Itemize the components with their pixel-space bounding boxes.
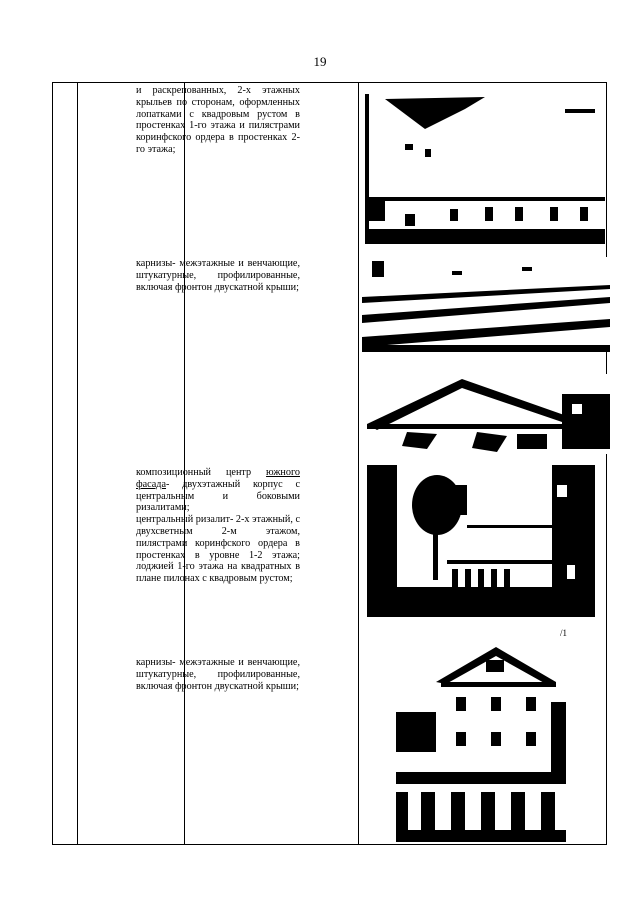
column-divider <box>77 83 78 844</box>
stray-mark: /1 <box>560 628 568 638</box>
description-wings: и раскрепованных, 2-х этажных крыльев по сторонам, оформленных лопатками с квадровым рустом в простенках 1-го этажа и пилястрами коринфского ордера в простенках 2- го этажа; <box>136 85 300 155</box>
facade-wings-photo <box>365 89 605 244</box>
description-cornices: карнизы- межэтажные и венчающие, штукатурные, профилированные, включая фронтон двускатной крыши; <box>136 258 300 293</box>
south-facade-photo <box>367 465 595 617</box>
description-south-facade: композиционный центр южного фасада- двухэтажный корпус с центральным и боковыми ризалитами; центральный ризалит- 2-х этажный, с двухсветным 2-м этажом, пилястрами коринфского ордера в простенках в уровне 1-2 этажа; лоджией 1-го этажа на квадратных в плане пилонах с квадровым рустом; <box>136 467 300 585</box>
central-risalit-photo <box>396 642 566 842</box>
pediment-photo <box>367 374 610 454</box>
page-number: 19 <box>313 54 327 69</box>
description-cornices-2: карнизы- межэтажные и венчающие, штукатурные, профилированные, включая фронтон двускатной крыши; <box>136 657 300 692</box>
cornice-photo <box>362 257 610 352</box>
column-divider <box>358 83 359 844</box>
column-divider <box>184 83 185 844</box>
